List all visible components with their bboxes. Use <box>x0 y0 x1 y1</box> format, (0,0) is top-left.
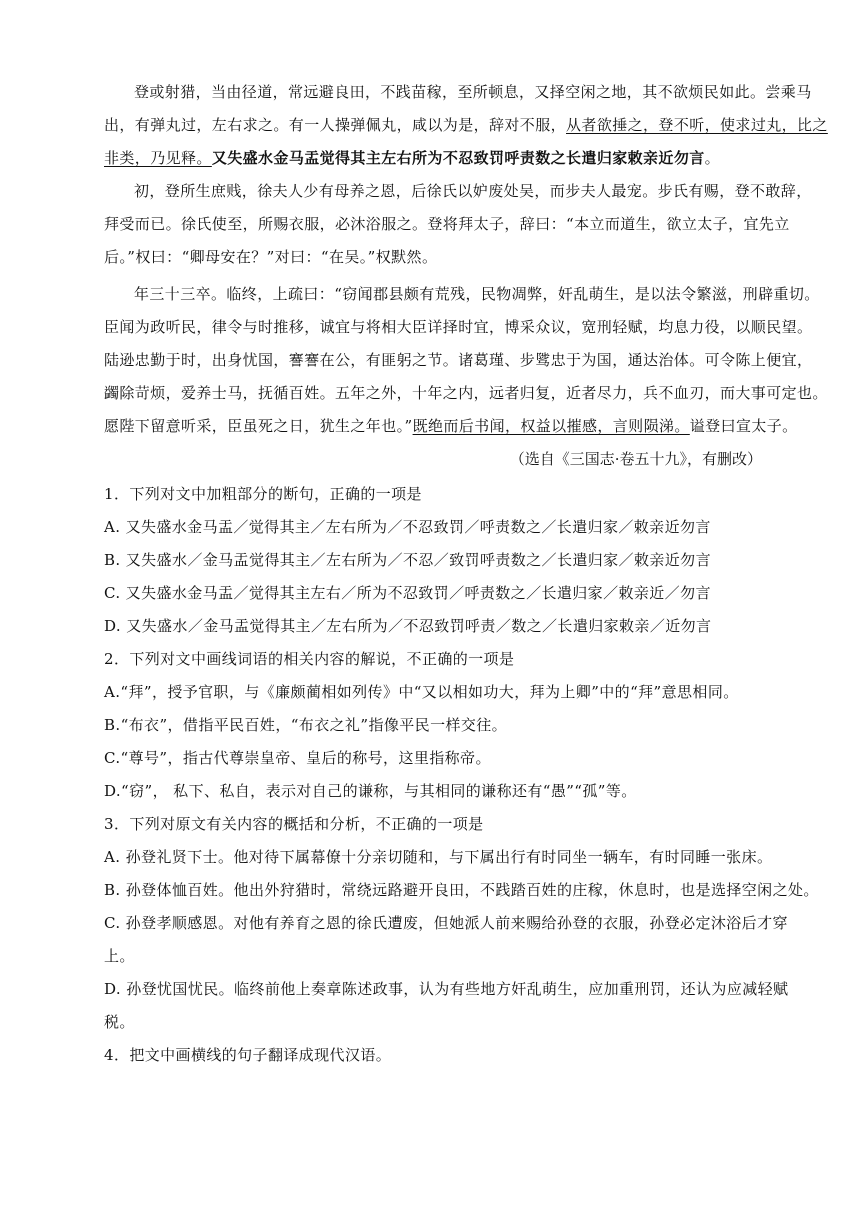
question-3-option-a: A. 孙登礼贤下士。他对待下属幕僚十分亲切随和，与下属出行有时同坐一辆车，有时同睡一张床。 <box>104 848 773 866</box>
underlined-sentence-1: 从者欲捶之，登不听，使求过丸，比之 <box>566 116 828 134</box>
passage-paragraph-3-line-5 <box>104 415 798 437</box>
question-3-option-b: B. 孙登体恤百姓。他出外狩猎时，常绕远路避开良田，不践踏百姓的庄稼，休息时，也是选择空闲之处。 <box>104 881 819 899</box>
underlined-sentence-1-end: 非类，乃见释。 <box>104 149 212 167</box>
passage-paragraph-3-line-1: 年三十三卒。临终，上疏曰：“窃闻郡县颇有荒残，民物凋弊，奸乱萌生，是以法令繁滋，刑辟重切。 <box>134 285 820 303</box>
passage-paragraph-1-line-1: 登或射猎，当由径道，常远避良田，不践苗稼，至所顿息，又择空闲之地，其不欲烦民如此。尝乘马 <box>134 83 812 101</box>
question-3-option-d-line-2: 税。 <box>104 1013 135 1031</box>
question-1: 1．下列对文中加粗部分的断句，正确的一项是 <box>104 485 422 503</box>
question-2-option-c: C.“尊号”，指古代尊崇皇帝、皇后的称号，这里指称帝。 <box>104 749 491 767</box>
question-1-option-d: D. 又失盛水／金马盂觉得其主／左右所为／不忍致罚呼责／数之／长遣归家敕亲／近勿言 <box>104 617 712 635</box>
underlined-sentence-2: 既绝而后书闻，权益以摧感，言则陨涕。 <box>412 417 690 435</box>
bold-sentence: 又失盛水金马盂觉得其主左右所为不忍致罚呼责数之长遣归家敕亲近勿言 <box>211 149 705 167</box>
passage-paragraph-1-line-3 <box>104 147 762 169</box>
passage-text: 出，有弹丸过，左右求之。有一人操弹佩丸，咸以为是，辞对不服， <box>104 116 567 134</box>
question-3-option-d-line-1: D. 孙登忧国忧民。临终前他上奏章陈述政事，认为有些地方奸乱萌生，应加重刑罚，还认为应减轻赋 <box>104 980 789 998</box>
question-2-option-a: A.“拜”，授予官职，与《廉颇蔺相如列传》中“又以相如功大，拜为上卿”中的“拜”意思相同。 <box>104 683 739 701</box>
question-2-option-b: B.“布衣”，借指平民百姓，“布衣之礼”指像平民一样交往。 <box>104 716 508 734</box>
question-1-option-a: A. 又失盛水金马盂／觉得其主／左右所为／不忍致罚／呼责数之／长遣归家／敕亲近勿言 <box>104 518 711 536</box>
question-2: 2．下列对文中画线词语的相关内容的解说，不正确的一项是 <box>104 650 515 668</box>
passage-paragraph-2-line-1: 初，登所生庶贱，徐夫人少有母养之恩，后徐氏以妒废处吴，而步夫人最宠。步氏有赐，登不敢辞， <box>134 182 812 200</box>
passage-text: 。 <box>704 149 721 167</box>
question-3: 3．下列对原文有关内容的概括和分析，不正确的一项是 <box>104 815 484 833</box>
passage-paragraph-2-line-2: 拜受而已。徐氏使至，所赐衣服，必沐浴服之。登将拜太子，辞曰：“本立而道生，欲立太子，宜先立 <box>104 215 790 233</box>
passage-paragraph-2-line-3: 后。”权曰：“卿母安在？”对曰：“在吴。”权默然。 <box>104 248 438 266</box>
question-4: 4．把文中画横线的句子翻译成现代汉语。 <box>104 1046 392 1064</box>
passage-paragraph-3-line-2: 臣闻为政听民，律令与时推移，诚宜与将相大臣详择时宜，博采众议，宽刑轻赋，均息力役，以顺民望。 <box>104 318 813 336</box>
passage-paragraph-3-line-4: 蠲除苛烦，爱养士马，抚循百姓。五年之外，十年之内，远者归复，近者尽力，兵不血刃，而大事可定也。 <box>104 384 828 402</box>
question-2-option-d: D.“窃”， 私下、私自，表示对自己的谦称，与其相同的谦称还有“愚”“孤”等。 <box>104 782 637 800</box>
passage-paragraph-3-line-3: 陆逊忠勤于时，出身忧国，謇謇在公，有匪躬之节。诸葛瑾、步骘忠于为国，通达治体。可令陈上便宜， <box>104 351 813 369</box>
passage-text: 愿陛下留意听采，臣虽死之日，犹生之年也。” <box>104 417 413 435</box>
question-3-option-c-line-1: C. 孙登孝顺感恩。对他有养育之恩的徐氏遭废，但她派人前来赐给孙登的衣服，孙登必定沐浴后才穿 <box>104 914 788 932</box>
passage-paragraph-1-line-2 <box>104 114 828 136</box>
source-citation: （选自《三国志·卷五十九》，有删改） <box>509 450 762 468</box>
question-1-option-b: B. 又失盛水／金马盂觉得其主／左右所为／不忍／致罚呼责数之／长遣归家／敕亲近勿言 <box>104 551 711 569</box>
question-1-option-c: C. 又失盛水金马盂／觉得其主左右／所为不忍致罚／呼责数之／长遣归家／敕亲近／勿言 <box>104 584 711 602</box>
passage-text: 谥登曰宣太子。 <box>689 417 798 435</box>
question-3-option-c-line-2: 上。 <box>104 947 135 965</box>
